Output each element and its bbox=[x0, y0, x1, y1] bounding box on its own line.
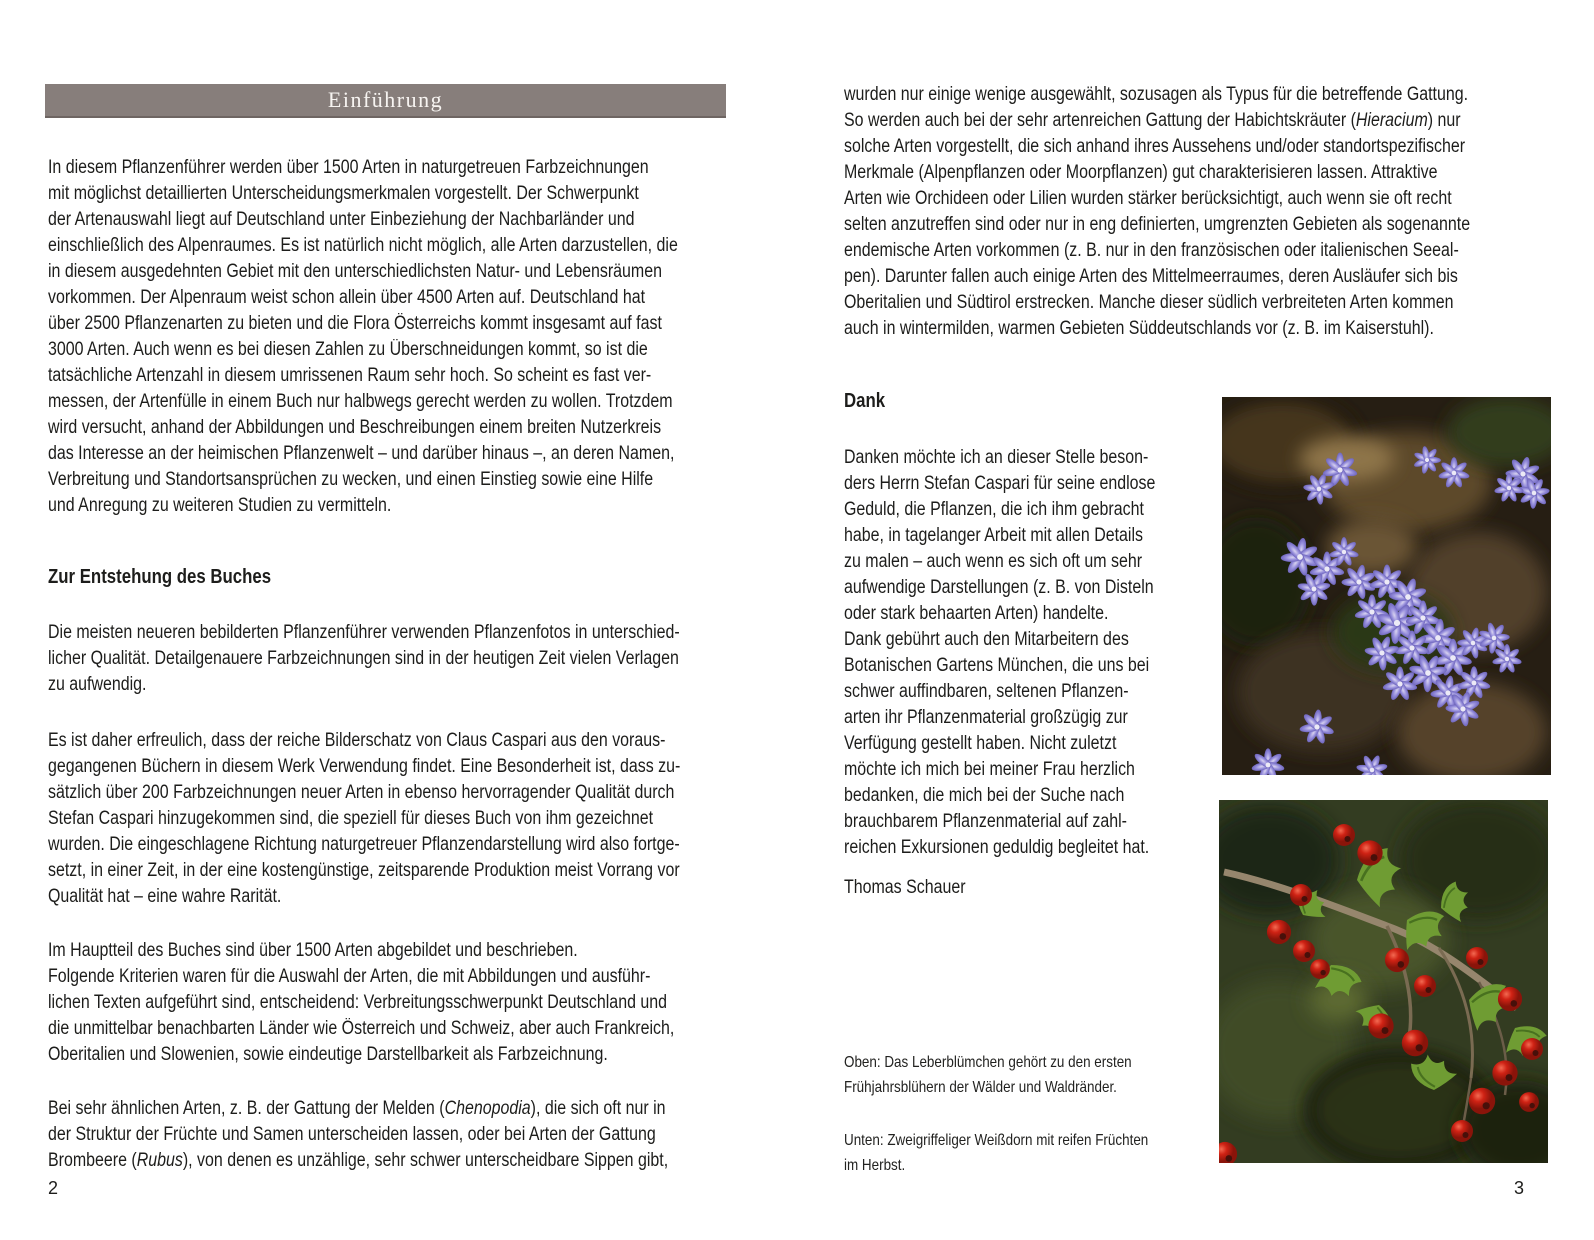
text-line: in diesem ausgedehnten Gebiet mit den unterschiedlichsten Natur- und Lebensräumen bbox=[48, 261, 662, 282]
text-line: solche Arten vorgestellt, die sich anhand ihres Aussehens und/oder standortspezifischer bbox=[844, 136, 1466, 157]
text-line: wurden. Die eingeschlagene Richtung naturgetreuer Pflanzendarstellung wird also fortge- bbox=[48, 834, 680, 855]
text-line: vorkommen. Der Alpenraum weist schon allein über 4500 Arten auf. Deutschland hat bbox=[48, 287, 646, 308]
section-heading-text: Zur Entstehung des Buches bbox=[48, 566, 272, 588]
text-line: gegangenen Büchern in diesem Werk Verwendung findet. Eine Besonderheit ist, dass zu- bbox=[48, 756, 681, 777]
text-line: licher Qualität. Detailgenauere Farbzeichnungen sind in der heutigen Zeit vielen Verlagen bbox=[48, 648, 679, 669]
text-line: lichen Texten aufgeführt sind, entscheidend: Verbreitungsschwerpunkt Deutschland und bbox=[48, 992, 668, 1013]
caption-bottom bbox=[844, 1128, 1206, 1178]
text-line: Oberitalien und Südtirol erstrecken. Manche dieser südlich verbreiteten Arten kommen bbox=[844, 292, 1454, 313]
text-line: Verfügung gestellt haben. Nicht zuletzt bbox=[844, 733, 1117, 754]
text-line: Verbreitung und Standortsansprüchen zu wecken, und einen Einstieg sowie eine Hilfe bbox=[48, 469, 654, 490]
paragraph bbox=[48, 620, 800, 698]
text-line: endemische Arten vorkommen (z. B. nur in den französischen oder italienischen Seeal- bbox=[844, 240, 1459, 261]
text-line: tatsächliche Artenzahl in diesem umrissenen Raum sehr hoch. So scheint es fast ver- bbox=[48, 365, 652, 386]
text-line: Botanischen Gartens München, die uns bei bbox=[844, 655, 1150, 676]
text-line: die unmittelbar benachbarten Länder wie Österreich und Schweiz, aber auch Frankreich, bbox=[48, 1018, 675, 1039]
text-line: ders Herrn Stefan Caspari für seine endlose bbox=[844, 473, 1156, 494]
text-line: brauchbarem Pflanzenmaterial auf zahl- bbox=[844, 811, 1128, 832]
text-line: Bei sehr ähnlichen Arten, z. B. der Gattung der Melden (Chenopodia), die sich oft nur in bbox=[48, 1098, 666, 1119]
text-line: Unten: Zweigriffeliger Weißdorn mit reifen Früchten bbox=[844, 1132, 1149, 1149]
page-number-right: 3 bbox=[1514, 1178, 1525, 1198]
text-line: oder stark behaarten Arten) handelte. bbox=[844, 603, 1109, 624]
dank-heading-text: Dank bbox=[844, 390, 886, 412]
text-line: mit möglichst detaillierten Unterscheidungsmerkmalen vorgestellt. Der Schwerpunkt bbox=[48, 183, 639, 204]
text-line: Die meisten neueren bebilderten Pflanzenführer verwenden Pflanzenfotos in unterschied- bbox=[48, 622, 680, 643]
photo-hawthorn-berries bbox=[1219, 800, 1548, 1163]
text-line: Folgende Kriterien waren für die Auswahl der Arten, die mit Abbildungen und ausführ- bbox=[48, 966, 651, 987]
text-line: Oberitalien und Slowenien, sowie eindeutige Darstellbarkeit als Farbzeichnung. bbox=[48, 1044, 608, 1065]
text-line: Es ist daher erfreulich, dass der reiche Bilderschatz von Claus Caspari aus den voraus- bbox=[48, 730, 666, 751]
text-line: Danken möchte ich an dieser Stelle beson- bbox=[844, 447, 1149, 468]
text-line: pen). Darunter fallen auch einige Arten des Mittelmeerraumes, deren Ausläufer sich bis bbox=[844, 266, 1458, 287]
text-line: Frühjahrsblühern der Wälder und Waldränder. bbox=[844, 1079, 1117, 1096]
text-line: möchte ich mich bei meiner Frau herzlich bbox=[844, 759, 1135, 780]
text-line: auch in wintermilden, warmen Gebieten Süddeutschlands vor (z. B. im Kaiserstuhl). bbox=[844, 318, 1434, 339]
text-line: Brombeere (Rubus), von denen es unzählige, sehr schwer unterscheidbare Sippen gibt, bbox=[48, 1150, 669, 1171]
text-line: der Artenauswahl liegt auf Deutschland unter Einbeziehung der Nachbarländer und bbox=[48, 209, 635, 230]
page-number-left: 2 bbox=[48, 1178, 59, 1198]
text-line: messen, der Artenfülle in einem Buch nur halbwegs gerecht werden zu wollen. Trotzdem bbox=[48, 391, 673, 412]
text-line: zu aufwendig. bbox=[48, 674, 147, 695]
signature bbox=[844, 875, 989, 901]
dank-heading bbox=[844, 388, 893, 414]
dank-paragraph bbox=[844, 445, 1215, 861]
text-line: sätzlich über 200 Farbzeichnungen neuer Arten in ebenso hervorragender Qualität durch bbox=[48, 782, 675, 803]
text-line: arten ihr Pflanzenmaterial großzügig zur bbox=[844, 707, 1128, 728]
text-line: reichen Exkursionen geduldig begleitet hat. bbox=[844, 837, 1150, 858]
photo-hepatica-flowers bbox=[1222, 397, 1551, 775]
text-line: der Struktur der Früchte und Samen unterscheiden lassen, oder bei Arten der Gattung bbox=[48, 1124, 656, 1145]
text-line: bedanken, die mich bei der Suche nach bbox=[844, 785, 1125, 806]
hepatica-photo-illustration bbox=[1222, 397, 1551, 775]
text-line: In diesem Pflanzenführer werden über 1500 Arten in naturgetreuen Farbzeichnungen bbox=[48, 157, 649, 178]
text-line: selten anzutreffen sind oder nur in eng definierten, umgrenzten Gebieten als sogenannte bbox=[844, 214, 1471, 235]
hawthorn-photo-illustration bbox=[1219, 800, 1548, 1163]
chapter-header-bar bbox=[45, 84, 726, 118]
text-line: Im Hauptteil des Buches sind über 1500 Arten abgebildet und beschrieben. bbox=[48, 940, 578, 961]
paragraph bbox=[844, 82, 1589, 342]
text-line: habe, in tagelanger Arbeit mit allen Details bbox=[844, 525, 1143, 546]
text-line: und Anregung zu weiteren Studien zu vermitteln. bbox=[48, 495, 392, 516]
text-line: Stefan Caspari hinzugekommen sind, die speziell für dieses Buch von ihm gezeichnet bbox=[48, 808, 654, 829]
paragraph bbox=[48, 938, 794, 1068]
text-line: einschließlich des Alpenraumes. Es ist natürlich nicht möglich, alle Arten darzustellen, die bbox=[48, 235, 678, 256]
text-line: 3000 Arten. Auch wenn es bei diesen Zahlen zu Überschneidungen kommt, so ist die bbox=[48, 339, 648, 360]
text-line: aufwendige Darstellungen (z. B. von Disteln bbox=[844, 577, 1154, 598]
text-line: wird versucht, anhand der Abbildungen und Beschreibungen einem breiten Nutzerkreis bbox=[48, 417, 662, 438]
section-heading bbox=[48, 564, 314, 590]
signature-text: Thomas Schauer bbox=[844, 877, 966, 898]
caption-top bbox=[844, 1050, 1186, 1100]
text-line: das Interesse an der heimischen Pflanzenwelt – und darüber hinaus –, an deren Namen, bbox=[48, 443, 675, 464]
text-line: wurden nur einige wenige ausgewählt, sozusagen als Typus für die betreffende Gattung. bbox=[844, 84, 1469, 105]
text-line: schwer auffindbaren, seltenen Pflanzen- bbox=[844, 681, 1129, 702]
text-line: im Herbst. bbox=[844, 1157, 906, 1174]
text-line: Dank gebührt auch den Mitarbeitern des bbox=[844, 629, 1129, 650]
text-line: zu malen – auch wenn es sich oft um sehr bbox=[844, 551, 1143, 572]
text-line: Oben: Das Leberblümchen gehört zu den ersten bbox=[844, 1054, 1132, 1071]
paragraph bbox=[48, 1096, 786, 1174]
text-line: Geduld, die Pflanzen, die ich ihm gebracht bbox=[844, 499, 1144, 520]
text-line: Qualität hat – eine wahre Rarität. bbox=[48, 886, 282, 907]
text-line: So werden auch bei der sehr artenreichen Gattung der Habichtskräuter (Hieracium) nur bbox=[844, 110, 1461, 131]
chapter-title: Einführung bbox=[327, 87, 444, 112]
text-line: Merkmale (Alpenpflanzen oder Moorpflanzen) gut charakterisieren lassen. Attraktive bbox=[844, 162, 1438, 183]
paragraph bbox=[48, 728, 801, 910]
text-line: setzt, in einer Zeit, in der eine kostengünstige, zeitsparende Produktion meist Vorrang vor bbox=[48, 860, 680, 881]
text-line: Arten wie Orchideen oder Lilien wurden stärker berücksichtigt, auch wenn sie oft recht bbox=[844, 188, 1452, 209]
intro-paragraph bbox=[48, 155, 798, 519]
text-line: über 2500 Pflanzenarten zu bieten und die Flora Österreichs kommt insgesamt auf fast bbox=[48, 313, 662, 334]
